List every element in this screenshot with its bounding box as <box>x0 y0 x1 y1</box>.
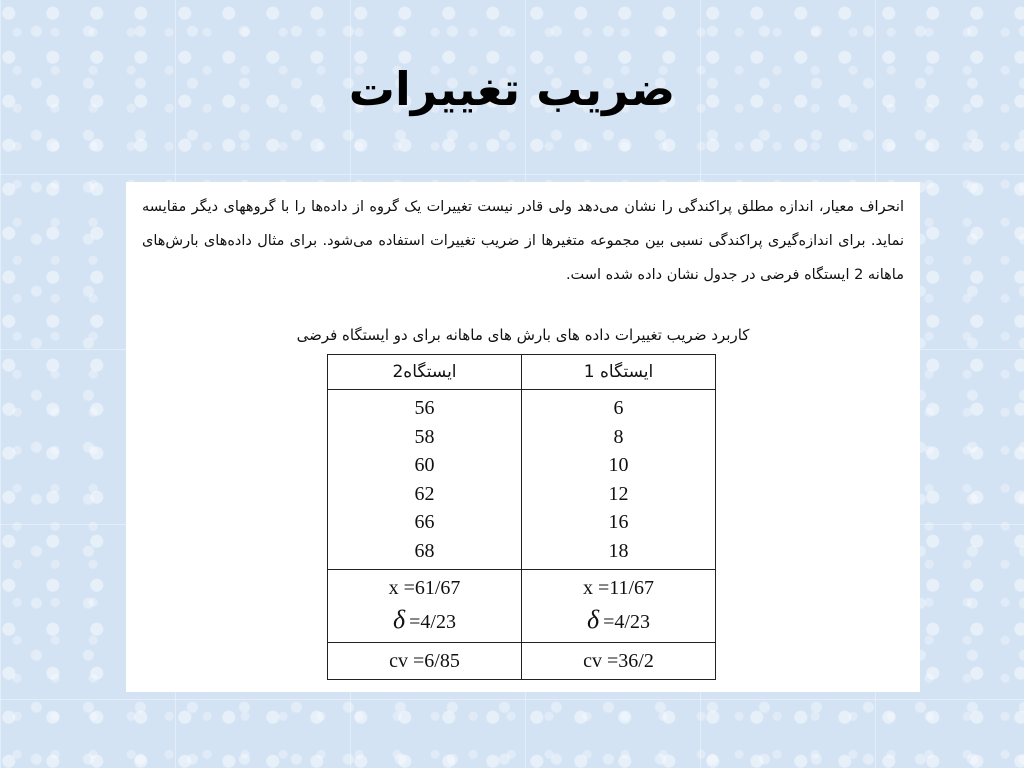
table-cell: 10 <box>608 454 629 476</box>
station-1-values <box>522 390 716 570</box>
station-1-sd-value: =4/23 <box>603 611 650 633</box>
table-cell: 18 <box>608 539 629 562</box>
table-values-row <box>328 390 716 570</box>
delta-symbol: δ <box>393 605 406 634</box>
header-station-2: ایستگاه2 <box>328 355 522 390</box>
station-2-mean: x =61/67 <box>388 577 461 599</box>
content-panel <box>126 182 920 692</box>
table-cell: 56 <box>414 397 435 419</box>
station-1-stats <box>522 570 716 643</box>
slide-title: ضریب تغییرات <box>348 62 676 116</box>
table-cell: 66 <box>414 511 435 533</box>
table-cell: 58 <box>414 425 435 448</box>
table-cell: 8 <box>613 425 624 448</box>
header-station-1: ایستگاه 1 <box>522 355 716 390</box>
rainfall-table <box>327 354 716 680</box>
table-cv-row <box>328 643 716 680</box>
table-cell: 12 <box>608 482 629 505</box>
station-1-cv: cv =36/2 <box>522 643 716 680</box>
intro-paragraph: انحراف معیار، اندازه مطلق پراکندگی را نشان می‌دهد ولی قادر نیست تغییرات یک گروه از داده‌ها را با گروههای دیگر مقایسه نماید. برای اندازه‌گیری پراکندگی نسبی بین مجموعه متغیرها از ضریب تغییرات استفاده می‌شود. برای مثال داده‌های بارش‌های ماهانه 2 ایستگاه فرضی در جدول نشان داده شده است. <box>142 199 904 283</box>
delta-symbol: δ <box>587 605 600 634</box>
table-cell: 16 <box>608 511 629 533</box>
table-header-row <box>328 355 716 390</box>
station-1-sd <box>522 604 715 636</box>
station-2-stats <box>328 570 522 643</box>
table-caption: کاربرد ضریب تغییرات داده های بارش های ماهانه برای دو ایستگاه فرضی <box>296 326 750 344</box>
table-cell: 60 <box>414 454 435 476</box>
table-cell: 6 <box>613 397 624 419</box>
table-cell: 68 <box>414 539 435 562</box>
station-2-sd-value: =4/23 <box>409 611 456 633</box>
station-2-sd <box>328 604 521 636</box>
station-2-cv: cv =6/85 <box>328 643 522 680</box>
station-1-mean: x =11/67 <box>582 577 655 599</box>
table-cell: 62 <box>414 482 435 505</box>
station-2-values <box>328 390 522 570</box>
table-stats-row <box>328 570 716 643</box>
